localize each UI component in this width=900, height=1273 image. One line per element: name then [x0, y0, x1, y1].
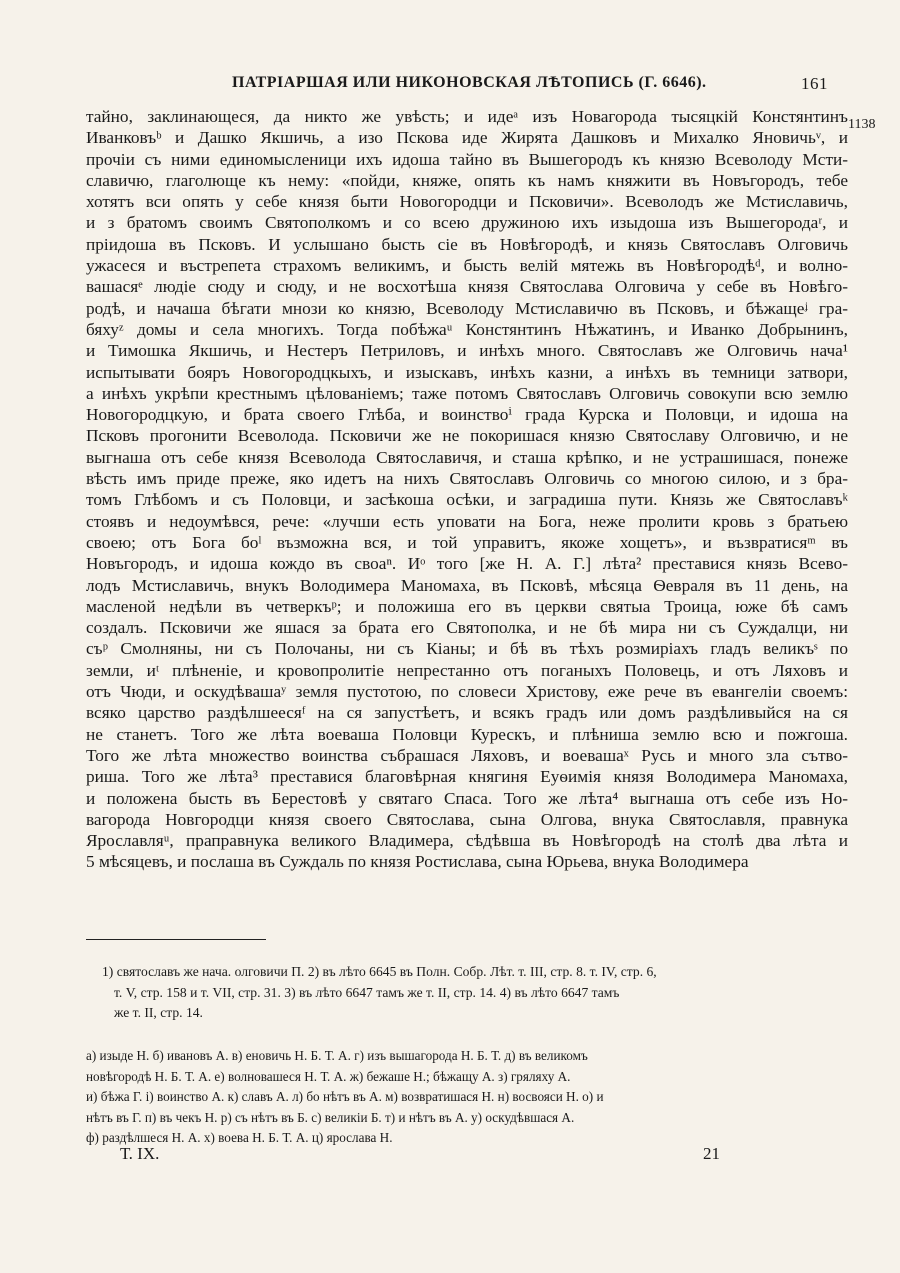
text-line: испытывати бояръ Новогородцкыхъ, и изыскавъ, инѣхъ казни, а инѣхъ въ темници затвори,: [86, 362, 848, 382]
text-line: не станетъ. Того же лѣта воеваша Половци Курескъ, и плѣниша землю всю и пожгоша.: [86, 724, 848, 744]
text-line: Новъгородъ, и идоша кождо въ своаⁿ. Иᵒ того [же Н. А. Г.] лѣта² преставися князь Всево-: [86, 554, 848, 574]
text-line: и положена бысть въ Берестовѣ у святаго Спаса. Того же лѣта⁴ выгнаша отъ себе изъ Но-: [86, 788, 848, 808]
footnote-line: же т. II, стр. 14.: [114, 1005, 203, 1021]
text-line: риша. Того же лѣта³ преставися благовѣрная княгиня Еуѳимія князя Володимера Маномаха,: [86, 767, 848, 787]
variant-line: а) изыде Н. б) ивановъ А. в) еновичь Н. Б. Т. А. г) изъ вышагорода Н. Б. Т. д) въ великомъ: [86, 1048, 588, 1063]
text-line: стоявъ и недоумѣвся, рече: «лучши есть уповати на Бога, неже пролити кровь з братьею: [86, 511, 848, 531]
text-line: Ярославляᵘ, праправнука великого Владимера, сѣдѣвша въ Новѣгородѣ на столѣ два лѣта и: [86, 831, 848, 851]
page-number: 161: [801, 74, 828, 93]
text-line: лодъ Мстиславичь, внукъ Володимера Маномаха, въ Псковѣ, мѣсяца Ѳевраля въ 11 день, на: [86, 575, 848, 595]
text-line: бяхуᶻ домы и села многихъ. Тогда побѣжаᵘ Констянтинъ Нѣжатинъ, и Иванко Добрынинъ,: [86, 319, 848, 339]
text-line: 5 мѣсяцевъ, и послаша въ Суждаль по князя Ростислава, сына Юрьева, внука Володимера: [86, 852, 749, 872]
text-line: отъ Чюди, и оскудѣвашаʸ земля пустотою, по словеси Христову, еже рече въ евангеліи своемъ:: [86, 682, 848, 702]
footnote-line: т. V, стр. 158 и т. VII, стр. 31. 3) въ лѣто 6647 тамъ же т. II, стр. 14. 4) въ лѣто 6647 тамъ: [114, 984, 620, 1000]
text-line: съᵖ Смолняны, ни съ Полочаны, ни съ Кіаны; и бѣ въ тѣхъ розмиріахъ гладъ великъˢ по: [86, 639, 848, 659]
variant-line: новѣгородѣ Н. Б. Т. А. е) волновашеся Н. Т. А. ж) бежаше Н.; бѣжащу А. з) гряляху А.: [86, 1068, 571, 1084]
text-line: хотятъ вси опять у себе князя быти Новогородци и Псковичи». Всеволодъ же Мстиславичь,: [86, 192, 848, 212]
quire-number: 21: [703, 1144, 720, 1163]
text-line: пріидоша въ Псковъ. И услышано бысть сіе въ Новѣгородѣ, и князь Святославъ Олговичь: [86, 234, 848, 254]
text-line: родѣ, и начаша бѣгати мнози ко князю, Всеволоду Мстиславичю въ Псковъ, и бѣжащеᶨ гра-: [86, 298, 848, 318]
variant-readings: [86, 1046, 848, 1149]
footnote-rule: [86, 939, 266, 940]
text-line: ужасеся и въстрепета страхомъ великимъ, и бысть велій мятежь въ Новѣгородѣᵈ, и волно-: [86, 256, 848, 276]
text-line: вашасяᵉ людіе сюду и сюду, и не восхотѣша князя Святослава Олговича у себе въ Новѣго-: [86, 277, 848, 297]
variant-line: и) бѣжа Г. і) воинство А. к) славъ А. л) бо нѣтъ въ А. м) возвратишася Н. н) восвояси Н. о) и: [86, 1089, 604, 1105]
text-line: своею; отъ Бога боˡ възможна вся, и той управитъ, якоже хощетъ», и възвратисяᵐ въ: [86, 532, 848, 552]
text-line: Новогородцкую, и брата своего Глѣба, и воинствоⁱ града Курска и Половци, и идоша на: [86, 405, 848, 425]
text-line: славичю, глаголюще къ нему: «пойди, княже, опять къ намъ княжити въ Новъгородъ, тебе: [86, 170, 848, 190]
text-line: и Тимошка Якшичь, и Нестеръ Петриловъ, и инѣхъ много. Святославъ же Олговичь нача¹: [86, 341, 848, 361]
text-line: томъ Глѣбомъ и съ Половци, и засѣкоша осѣки, и заградиша пути. Князь же Святославъᵏ: [86, 490, 848, 510]
volume-signature: Т. IX.: [120, 1144, 160, 1163]
text-line: всяко царство раздѣлшеесяᶠ на ся запустѣетъ, и всякъ градъ или домъ раздѣливыйся на ся: [86, 703, 848, 723]
text-line: прочіи съ ними единомысленици ихъ идоша тайно въ Вышегородъ къ князю Всеволоду Мсти-: [86, 149, 848, 169]
text-line: создалъ. Псковичи же яшася за брата его Святополка, и не бѣ мира ни съ Суждалци, ни: [86, 618, 848, 638]
chronicle-text: [86, 106, 848, 873]
footnotes: [86, 962, 848, 1024]
text-line: вагорода Новгородци князя своего Святослава, сына Олгова, внука Святославля, правнука: [86, 809, 848, 829]
text-line: Псковъ прогонити Всеволода. Псковичи же не покоришася князю Святославу Олговичю, и не: [86, 426, 848, 446]
running-title: ПАТРІАРШАЯ ИЛИ НИКОНОВСКАЯ ЛѢТОПИСЬ (Г. 6646).: [232, 74, 707, 91]
text-line: выгнаша отъ себе князя Всеволода Святославичя, и сташа крѣпко, и не устрашишася, понеже: [86, 447, 848, 467]
text-line: тайно, заклинающеся, да никто же увѣсть; и идеᵃ изъ Новагорода тысяцкій Констянтинъ: [86, 107, 848, 126]
text-line: Того же лѣта множество воинства събрашася Ляховъ, и воевашаˣ Русь и много зла сътво-: [86, 745, 848, 765]
margin-year: 1138: [848, 117, 876, 132]
text-line: Иванковъᵇ и Дашко Якшичь, а изо Пскова иде Жирята Дашковъ и Михалко Яновичьᵛ, и: [86, 128, 848, 148]
footnote-line: 1) святославъ же нача. олговичи П. 2) въ лѣто 6645 въ Полн. Собр. Лѣт. т. III, стр. 8. т. IV, стр. 6,: [102, 964, 657, 979]
text-line: а инѣхъ укрѣпи крестнымъ цѣлованіемъ; таже потомъ Святославъ Олговичь совокупи всю землю: [86, 383, 848, 403]
text-line: и з братомъ своимъ Святополкомъ и со всею дружиною ихъ изыдоша изъ Вышегородаʳ, и: [86, 213, 848, 233]
variant-line: ф) раздѣлшеся Н. А. х) воева Н. Б. Т. А. ц) ярослава Н.: [86, 1130, 393, 1146]
text-line: вѣсть имъ приде преже, яко идетъ на нихъ Святославъ Олговичь со многою силою, и з бра-: [86, 469, 848, 489]
text-line: масленой недѣли въ четверкъᵖ; и положиша его въ церкви святыа Троица, юже бѣ самъ: [86, 596, 848, 616]
text-line: земли, иᵗ плѣненіе, и кровопролитіе непрестанно отъ поганыхъ Половець, и отъ Ляховъ и: [86, 660, 848, 680]
variant-line: нѣтъ въ Г. п) въ чекъ Н. р) съ нѣтъ въ Б. с) великіи Б. т) и нѣтъ въ А. у) оскудѣвшася А.: [86, 1109, 575, 1125]
